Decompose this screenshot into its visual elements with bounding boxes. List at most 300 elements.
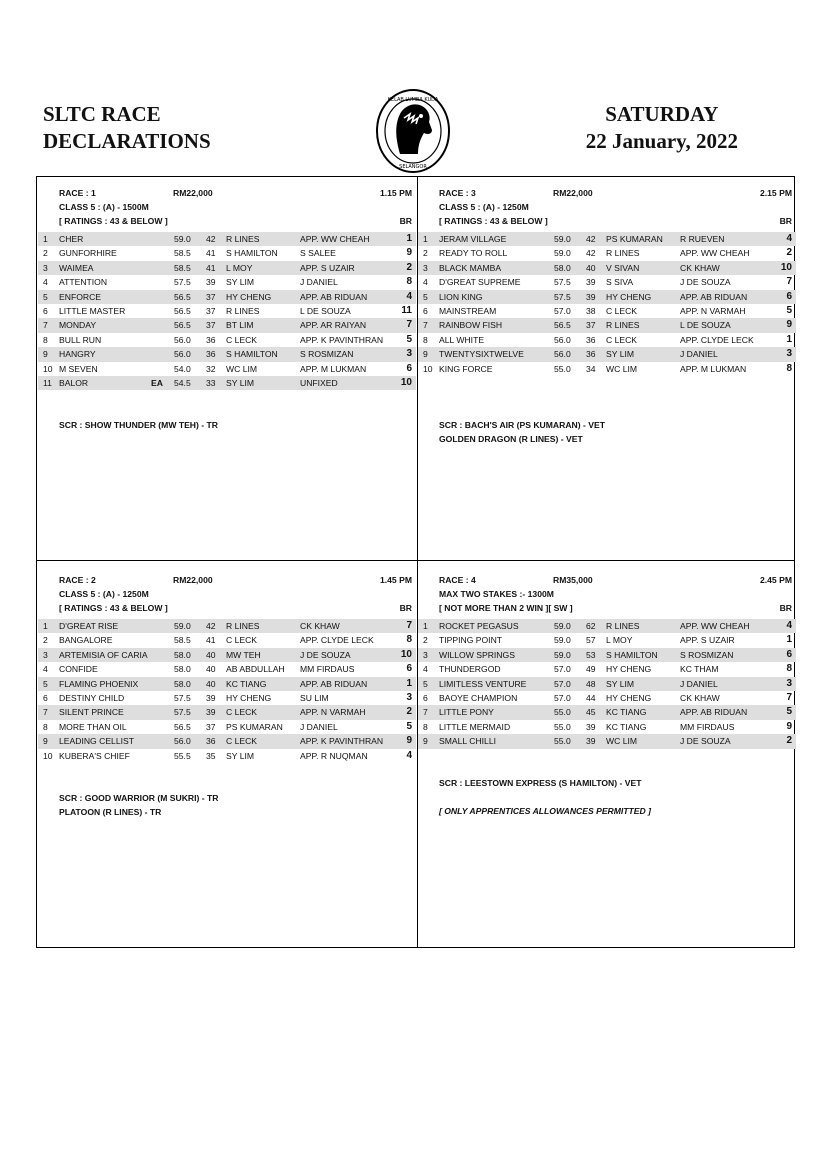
rating: 36	[586, 349, 596, 360]
barrier: 10	[780, 261, 792, 273]
barrier: 4	[786, 620, 792, 631]
weight: 58.0	[174, 664, 191, 675]
weight: 56.5	[174, 291, 191, 302]
runner-number: 8	[423, 334, 428, 345]
horse-name: MONDAY	[59, 320, 97, 331]
race-prize: RM22,000	[173, 575, 213, 585]
runner-row	[38, 318, 416, 332]
scratching-note: SCR : GOOD WARRIOR (M SUKRI) - TR	[59, 793, 219, 803]
horse-name: D'GREAT SUPREME	[439, 277, 521, 288]
trainer: SU LIM	[300, 692, 329, 703]
rating: 37	[206, 721, 216, 732]
runner-row	[38, 749, 416, 763]
barrier: 2	[406, 706, 412, 718]
scratching-note: PLATOON (R LINES) - TR	[59, 807, 162, 818]
weight: 58.5	[174, 262, 191, 273]
barrier: 7	[406, 620, 412, 631]
weight: 57.0	[554, 664, 571, 675]
weight: 59.0	[554, 649, 571, 660]
horse-tag: EA	[151, 377, 163, 388]
jockey: S HAMILTON	[226, 248, 278, 259]
jockey: R LINES	[606, 320, 640, 331]
horse-name: MAINSTREAM	[439, 305, 497, 316]
weight: 58.5	[174, 248, 191, 259]
runner-row	[418, 619, 796, 633]
runner-number: 9	[43, 736, 48, 747]
br-column-header: BR	[779, 603, 792, 613]
race-class-row	[418, 589, 796, 603]
jockey: C LECK	[226, 334, 258, 345]
rating: 37	[586, 320, 596, 331]
runner-number: 6	[43, 305, 48, 316]
trainer: J DANIEL	[300, 721, 338, 732]
weight: 56.5	[174, 305, 191, 316]
weight: 58.0	[174, 678, 191, 689]
weight: 57.5	[174, 707, 191, 718]
runner-number: 11	[43, 377, 52, 388]
trainer: S ROSMIZAN	[680, 649, 734, 660]
runner-number: 8	[43, 721, 48, 732]
scratching-note: SCR : BACH'S AIR (PS KUMARAN) - VET	[439, 420, 605, 430]
runner-row	[418, 677, 796, 691]
runner-row	[38, 619, 416, 633]
runner-number: 10	[423, 363, 433, 374]
trainer: APP. N VARMAH	[680, 305, 746, 316]
runner-row	[418, 275, 796, 289]
barrier: 8	[406, 276, 412, 288]
jockey: PS KUMARAN	[226, 721, 283, 732]
race-ratings-row	[418, 603, 796, 617]
trainer: APP. CLYDE LECK	[300, 635, 374, 646]
jockey: R LINES	[606, 248, 640, 259]
trainer: CK KHAW	[680, 692, 720, 703]
trainer: CK KHAW	[680, 262, 720, 273]
trainer: APP. WW CHEAH	[680, 621, 750, 631]
svg-text:SELANGOR: SELANGOR	[399, 164, 427, 170]
race-ratings: [ NOT MORE THAN 2 WIN ][ SW ]	[439, 603, 573, 613]
trainer: APP. AB RIDUAN	[680, 707, 748, 718]
rating: 40	[586, 262, 596, 273]
runner-number: 1	[43, 234, 48, 244]
runner-number: 9	[43, 349, 48, 360]
barrier: 5	[786, 706, 792, 718]
barrier: 10	[400, 648, 412, 660]
jockey: R LINES	[226, 234, 260, 244]
barrier: 7	[786, 276, 792, 288]
barrier: 2	[786, 735, 792, 747]
runner-number: 1	[423, 234, 428, 244]
horse-name: CONFIDE	[59, 664, 98, 675]
weight: 59.0	[554, 635, 571, 646]
rating: 45	[586, 707, 596, 718]
horse-name: KUBERA'S CHIEF	[59, 750, 130, 761]
runner-row	[418, 304, 796, 318]
weight: 58.5	[174, 635, 191, 646]
jockey: S SIVA	[606, 277, 634, 288]
race-class: MAX TWO STAKES :- 1300M	[439, 589, 554, 599]
jockey: HY CHENG	[226, 692, 272, 703]
barrier: 11	[401, 304, 412, 316]
rating: 42	[586, 248, 596, 259]
runner-row	[418, 318, 796, 332]
rating: 40	[206, 649, 216, 660]
horse-name: READY TO ROLL	[439, 248, 508, 259]
race-prize: RM22,000	[553, 188, 593, 198]
weight: 56.0	[174, 736, 191, 747]
race-ratings-row	[418, 216, 796, 230]
rating: 37	[206, 305, 216, 316]
runner-number: 6	[423, 692, 428, 703]
rating: 39	[586, 291, 596, 302]
horse-name: LITTLE PONY	[439, 707, 494, 718]
barrier: 9	[406, 735, 412, 747]
jockey: WC LIM	[226, 363, 258, 374]
weight: 57.5	[174, 277, 191, 288]
rating: 39	[586, 277, 596, 288]
weight: 57.5	[174, 692, 191, 703]
rating: 38	[586, 305, 596, 316]
trainer: J DE SOUZA	[300, 649, 351, 660]
rating: 39	[586, 721, 596, 732]
barrier: 8	[786, 362, 792, 374]
barrier: 1	[406, 233, 412, 244]
rating: 41	[206, 262, 216, 273]
trainer: APP. M LUKMAN	[300, 363, 367, 374]
runner-row	[38, 304, 416, 318]
race-number: RACE : 1	[59, 188, 96, 198]
rating: 40	[206, 678, 216, 689]
runner-row	[38, 290, 416, 304]
weight: 54.0	[174, 363, 191, 374]
race-ratings: [ RATINGS : 43 & BELOW ]	[59, 216, 168, 226]
weight: 57.0	[554, 678, 571, 689]
runner-number: 2	[43, 635, 48, 646]
runner-row	[38, 232, 416, 246]
rating: 62	[586, 621, 596, 631]
jockey: SY LIM	[226, 277, 255, 288]
trainer: R RUEVEN	[680, 234, 725, 244]
scratching-note: SCR : SHOW THUNDER (MW TEH) - TR	[59, 420, 218, 430]
race-header	[38, 188, 416, 202]
horse-name: LIMITLESS VENTURE	[439, 678, 527, 689]
runner-list	[418, 619, 796, 749]
trainer: KC THAM	[680, 664, 719, 675]
scratchings	[59, 418, 218, 432]
race-class: CLASS 5 : (A) - 1250M	[439, 202, 529, 212]
barrier: 1	[786, 634, 792, 646]
horse-name: SMALL CHILLI	[439, 736, 496, 747]
runner-number: 7	[43, 320, 48, 331]
race-number: RACE : 4	[439, 575, 476, 585]
runner-row	[38, 677, 416, 691]
runner-number: 10	[43, 363, 53, 374]
weight: 59.0	[554, 248, 571, 259]
jockey: C LECK	[606, 334, 638, 345]
rating: 57	[586, 635, 596, 646]
jockey: R LINES	[226, 305, 260, 316]
runner-row	[38, 376, 416, 390]
trainer: APP. AB RIDUAN	[680, 291, 748, 302]
jockey: KC TIANG	[606, 721, 647, 732]
horse-name: CHER	[59, 234, 84, 244]
horse-name: BALOR	[59, 377, 89, 388]
barrier: 2	[406, 261, 412, 273]
horse-name: TWENTYSIXTWELVE	[439, 349, 524, 360]
trainer: J DE SOUZA	[680, 277, 731, 288]
runner-row	[418, 347, 796, 361]
trainer: J DANIEL	[680, 349, 718, 360]
barrier: 6	[406, 663, 412, 675]
barrier: 7	[406, 319, 412, 331]
horse-name: GUNFORHIRE	[59, 248, 117, 259]
runner-number: 3	[43, 649, 48, 660]
race-class: CLASS 5 : (A) - 1250M	[59, 589, 149, 599]
barrier: 4	[786, 233, 792, 244]
weight: 59.0	[174, 234, 191, 244]
runner-number: 4	[43, 277, 48, 288]
title-line-2: DECLARATIONS	[43, 129, 211, 153]
runner-list	[38, 232, 416, 390]
race-ratings: [ RATINGS : 43 & BELOW ]	[59, 603, 168, 613]
runner-number: 6	[423, 305, 428, 316]
rating: 41	[206, 635, 216, 646]
row-divider	[36, 560, 795, 561]
scratching-note: GOLDEN DRAGON (R LINES) - VET	[439, 434, 583, 445]
jockey: C LECK	[226, 707, 258, 718]
runner-number: 8	[43, 334, 48, 345]
weight: 56.5	[174, 320, 191, 331]
scratchings	[439, 418, 605, 447]
runner-row	[38, 261, 416, 275]
runner-row	[418, 720, 796, 734]
runner-number: 6	[43, 692, 48, 703]
jockey: R LINES	[226, 621, 260, 631]
runner-number: 3	[43, 262, 48, 273]
race-time: 2.15 PM	[759, 188, 792, 198]
rating: 36	[586, 334, 596, 345]
horse-name: ALL WHITE	[439, 334, 485, 345]
runner-row	[38, 648, 416, 662]
trainer: APP. S UZAIR	[680, 635, 735, 646]
runner-row	[418, 290, 796, 304]
barrier: 9	[786, 319, 792, 331]
rating: 32	[206, 363, 216, 374]
trainer: CK KHAW	[300, 621, 340, 631]
jockey: SY LIM	[606, 349, 635, 360]
runner-list	[418, 232, 796, 376]
weight: 56.0	[554, 334, 571, 345]
runner-number: 2	[423, 635, 428, 646]
barrier: 8	[406, 634, 412, 646]
horse-name: ROCKET PEGASUS	[439, 621, 519, 631]
rating: 33	[206, 377, 216, 388]
race-header	[418, 188, 796, 202]
barrier: 8	[786, 663, 792, 675]
jockey: PS KUMARAN	[606, 234, 663, 244]
barrier: 2	[786, 247, 792, 259]
runner-row	[418, 633, 796, 647]
race-date	[586, 101, 738, 155]
runner-row	[38, 734, 416, 748]
horse-name: MORE THAN OIL	[59, 721, 127, 732]
jockey: KC TIANG	[226, 678, 267, 689]
race-header	[418, 575, 796, 589]
runner-row	[38, 246, 416, 260]
runner-row	[418, 734, 796, 748]
barrier: 9	[786, 720, 792, 732]
trainer: L DE SOUZA	[680, 320, 731, 331]
horse-name: D'GREAT RISE	[59, 621, 119, 631]
trainer: MM FIRDAUS	[300, 664, 355, 675]
rating: 41	[206, 248, 216, 259]
rating: 48	[586, 678, 596, 689]
jockey: S HAMILTON	[606, 649, 658, 660]
horse-name: DESTINY CHILD	[59, 692, 125, 703]
trainer: APP. AR RAIYAN	[300, 320, 367, 331]
trainer: J DANIEL	[680, 678, 718, 689]
race-class-row	[38, 202, 416, 216]
weight: 57.0	[554, 305, 571, 316]
jockey: V SIVAN	[606, 262, 640, 273]
weight: 56.5	[554, 320, 571, 331]
runner-number: 10	[43, 750, 53, 761]
jockey: HY CHENG	[606, 692, 652, 703]
runner-row	[38, 705, 416, 719]
trainer: L DE SOUZA	[300, 305, 351, 316]
horse-name: BULL RUN	[59, 334, 102, 345]
race-time: 1.15 PM	[379, 188, 412, 198]
rating: 40	[206, 664, 216, 675]
trainer: APP. K PAVINTHRAN	[300, 334, 384, 345]
runner-row	[38, 275, 416, 289]
weight: 55.0	[554, 721, 571, 732]
trainer: APP. WW CHEAH	[300, 234, 370, 244]
jockey: C LECK	[606, 305, 638, 316]
runner-row	[38, 347, 416, 361]
weight: 56.5	[174, 721, 191, 732]
jockey: L MOY	[226, 262, 253, 273]
weight: 59.0	[554, 621, 571, 631]
rating: 39	[586, 736, 596, 747]
trainer: J DANIEL	[300, 277, 338, 288]
runner-number: 7	[43, 707, 48, 718]
horse-name: LEADING CELLIST	[59, 736, 134, 747]
barrier: 3	[786, 348, 792, 360]
trainer: S SALEE	[300, 248, 336, 259]
weight: 56.0	[174, 334, 191, 345]
horse-name: LITTLE MASTER	[59, 305, 126, 316]
rating: 36	[206, 334, 216, 345]
jockey: WC LIM	[606, 736, 638, 747]
trainer: APP. S UZAIR	[300, 262, 355, 273]
race-class-row	[418, 202, 796, 216]
race-panel-2	[38, 575, 416, 818]
rating: 37	[206, 291, 216, 302]
trainer: APP. AB RIDUAN	[300, 678, 368, 689]
runner-number: 1	[43, 621, 48, 631]
barrier: 5	[406, 333, 412, 345]
horse-name: LITTLE MERMAID	[439, 721, 511, 732]
race-header	[38, 575, 416, 589]
scratching-note: SCR : LEESTOWN EXPRESS (S HAMILTON) - VET	[439, 778, 642, 788]
race-panel-3	[418, 188, 796, 445]
runner-number: 4	[423, 664, 428, 675]
runner-row	[418, 333, 796, 347]
barrier: 5	[786, 304, 792, 316]
horse-name: BLACK MAMBA	[439, 262, 502, 273]
barrier: 1	[786, 333, 792, 345]
rating: 39	[206, 692, 216, 703]
runner-row	[418, 362, 796, 376]
runner-number: 5	[43, 678, 48, 689]
runner-row	[418, 648, 796, 662]
runner-row	[38, 633, 416, 647]
rating: 42	[586, 234, 596, 244]
horse-name: WAIMEA	[59, 262, 94, 273]
jockey: HY CHENG	[606, 664, 652, 675]
race-time: 1.45 PM	[379, 575, 412, 585]
rating: 37	[206, 320, 216, 331]
jockey: HY CHENG	[226, 291, 272, 302]
horse-name: WILLOW SPRINGS	[439, 649, 515, 660]
trainer: APP. K PAVINTHRAN	[300, 736, 384, 747]
race-prize: RM22,000	[173, 188, 213, 198]
weight: 59.0	[554, 234, 571, 244]
barrier: 7	[786, 691, 792, 703]
horse-name: HANGRY	[59, 349, 96, 360]
runner-row	[38, 333, 416, 347]
race-footnote: [ ONLY APPRENTICES ALLOWANCES PERMITTED ]	[439, 806, 651, 817]
rating: 42	[206, 234, 216, 244]
trainer: MM FIRDAUS	[680, 721, 735, 732]
rating: 53	[586, 649, 596, 660]
horse-name: BAOYE CHAMPION	[439, 692, 518, 703]
weight: 57.0	[554, 692, 571, 703]
barrier: 6	[786, 648, 792, 660]
trainer: APP. N VARMAH	[300, 707, 366, 718]
race-number: RACE : 2	[59, 575, 96, 585]
barrier: 1	[406, 677, 412, 689]
rating: 36	[206, 349, 216, 360]
runner-row	[38, 362, 416, 376]
jockey: MW TEH	[226, 649, 261, 660]
race-class: CLASS 5 : (A) - 1500M	[59, 202, 149, 212]
rating: 42	[206, 621, 216, 631]
weight: 56.0	[174, 349, 191, 360]
runner-row	[418, 705, 796, 719]
race-panel-4	[418, 575, 796, 817]
horse-name: THUNDERGOD	[439, 664, 501, 675]
title-line-1: SLTC RACE	[43, 102, 161, 126]
jockey: WC LIM	[606, 363, 638, 374]
runner-number: 2	[43, 248, 48, 259]
horse-name: SILENT PRINCE	[59, 707, 124, 718]
trainer: APP. M LUKMAN	[680, 363, 747, 374]
weight: 59.0	[174, 621, 191, 631]
horse-name: KING FORCE	[439, 363, 493, 374]
runner-number: 3	[423, 262, 428, 273]
race-day: SATURDAY	[605, 102, 719, 126]
club-logo-icon	[374, 88, 452, 174]
barrier: 3	[406, 691, 412, 703]
barrier: 3	[406, 348, 412, 360]
runner-number: 4	[423, 277, 428, 288]
runner-number: 9	[423, 736, 428, 747]
horse-name: ATTENTION	[59, 277, 108, 288]
runner-number: 7	[423, 707, 428, 718]
runner-number: 8	[423, 721, 428, 732]
jockey: C LECK	[226, 736, 258, 747]
